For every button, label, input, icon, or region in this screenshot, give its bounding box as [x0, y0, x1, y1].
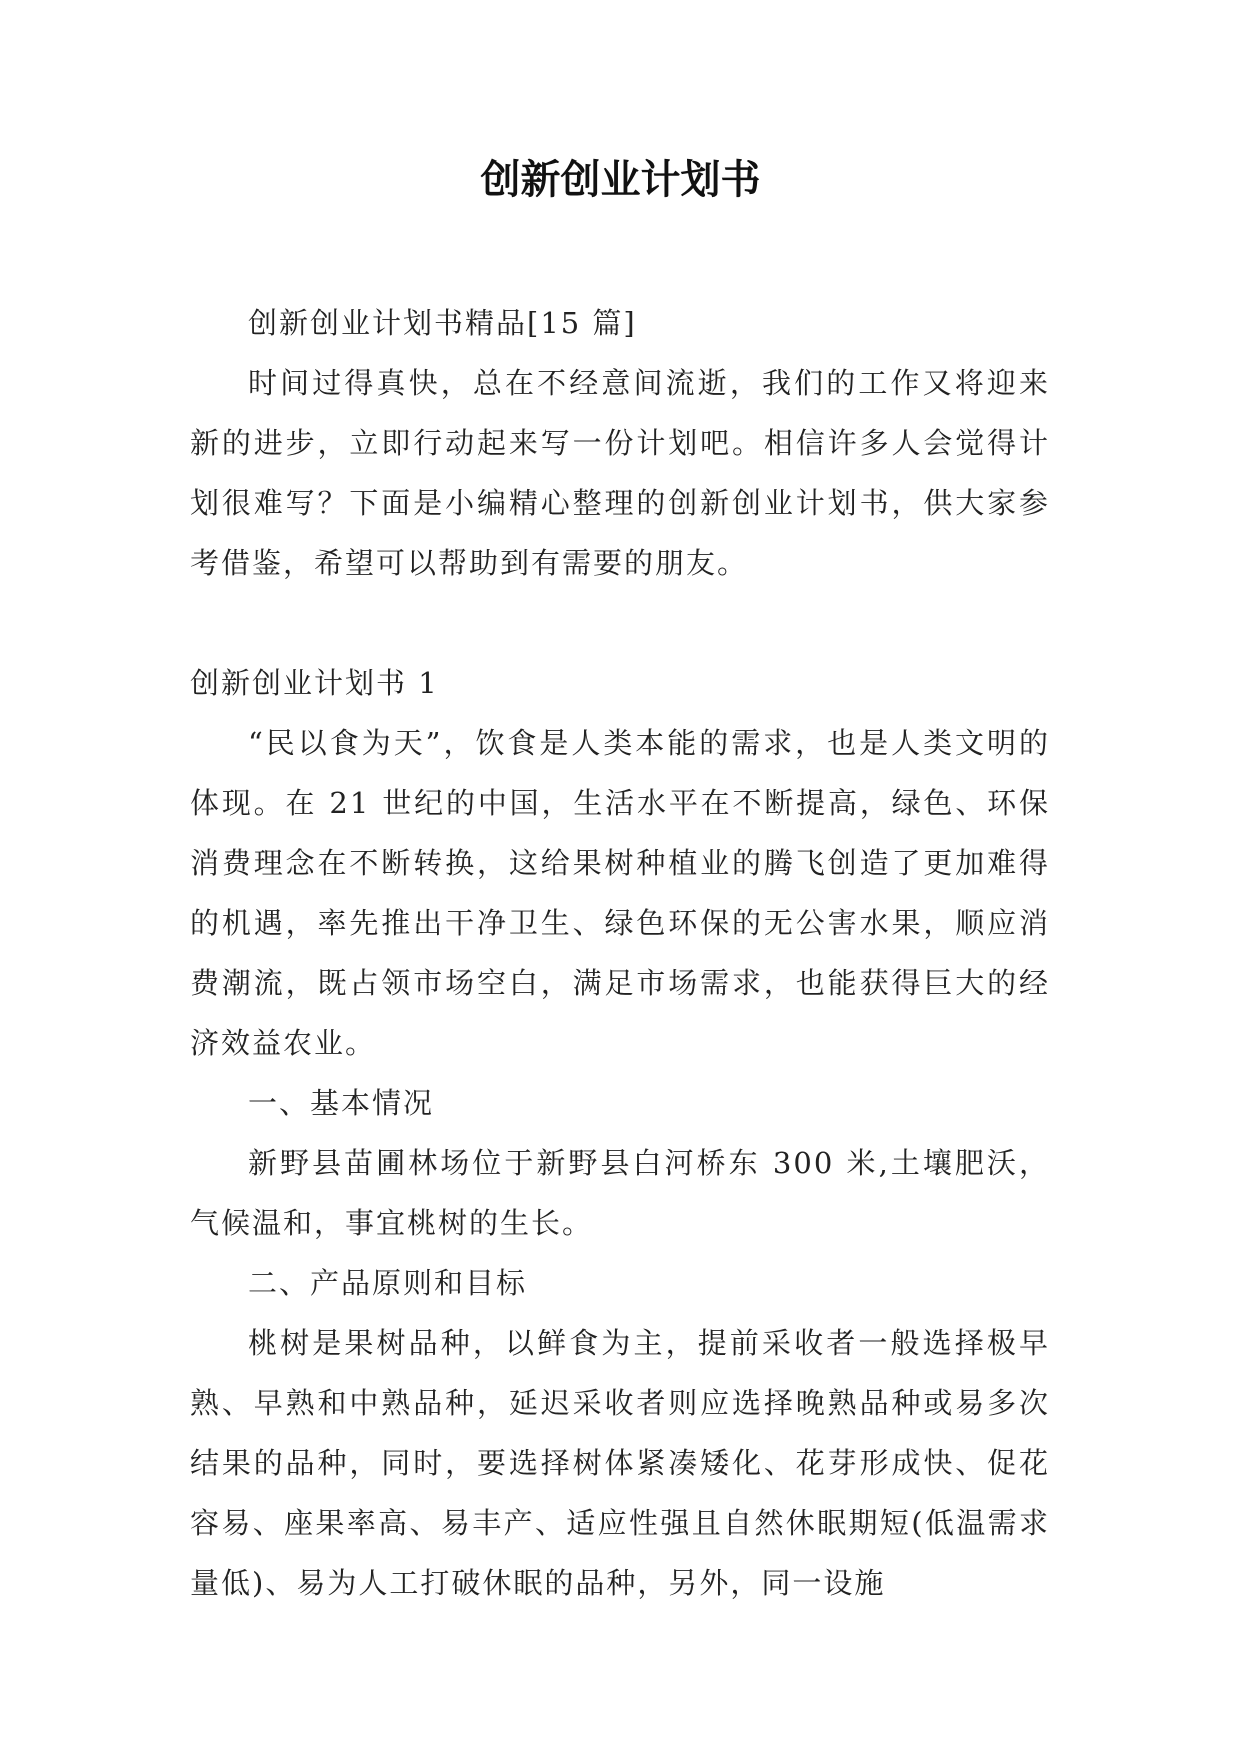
body-paragraph: 新野县苗圃林场位于新野县白河桥东 300 米,土壤肥沃，气候温和，事宜桃树的生长。 [190, 1146, 1050, 1240]
section-heading-product-principles: 二、产品原则和目标 [248, 1266, 528, 1300]
body-paragraph: 桃树是果树品种，以鲜食为主，提前采收者一般选择极早熟、早熟和中熟品种，延迟采收者则应选择晚熟品种或易多次结果的品种，同时，要选择树体紧凑矮化、花芽形成快、促花容易、座果率高、易丰产、适应性强且自然休眠期短(低温需求量低)、易为人工打破休眠的品种，另外，同一设施 [190, 1326, 1050, 1600]
section-heading-basic-info: 一、基本情况 [248, 1086, 435, 1120]
section-title: 创新创业计划书 1 [190, 666, 439, 700]
document-body [190, 293, 1050, 1613]
intro-paragraph: 时间过得真快，总在不经意间流逝，我们的工作又将迎来新的进步，立即行动起来写一份计划吧。相信许多人会觉得计划很难写？下面是小编精心整理的创新创业计划书，供大家参考借鉴，希望可以帮助到有需要的朋友。 [190, 366, 1050, 580]
body-paragraph: “民以食为天”，饮食是人类本能的需求，也是人类文明的体现。在 21 世纪的中国，生活水平在不断提高，绿色、环保消费理念在不断转换，这给果树种植业的腾飞创造了更加难得的机遇，率先推出干净卫生、绿色环保的无公害水果，顺应消费潮流，既占领市场空白，满足市场需求，也能获得巨大的经济效益农业。 [190, 726, 1050, 1060]
section-spacer [190, 593, 1050, 653]
document-title: 创新创业计划书 [480, 157, 761, 203]
subtitle-line: 创新创业计划书精品[15 篇] [248, 306, 637, 340]
